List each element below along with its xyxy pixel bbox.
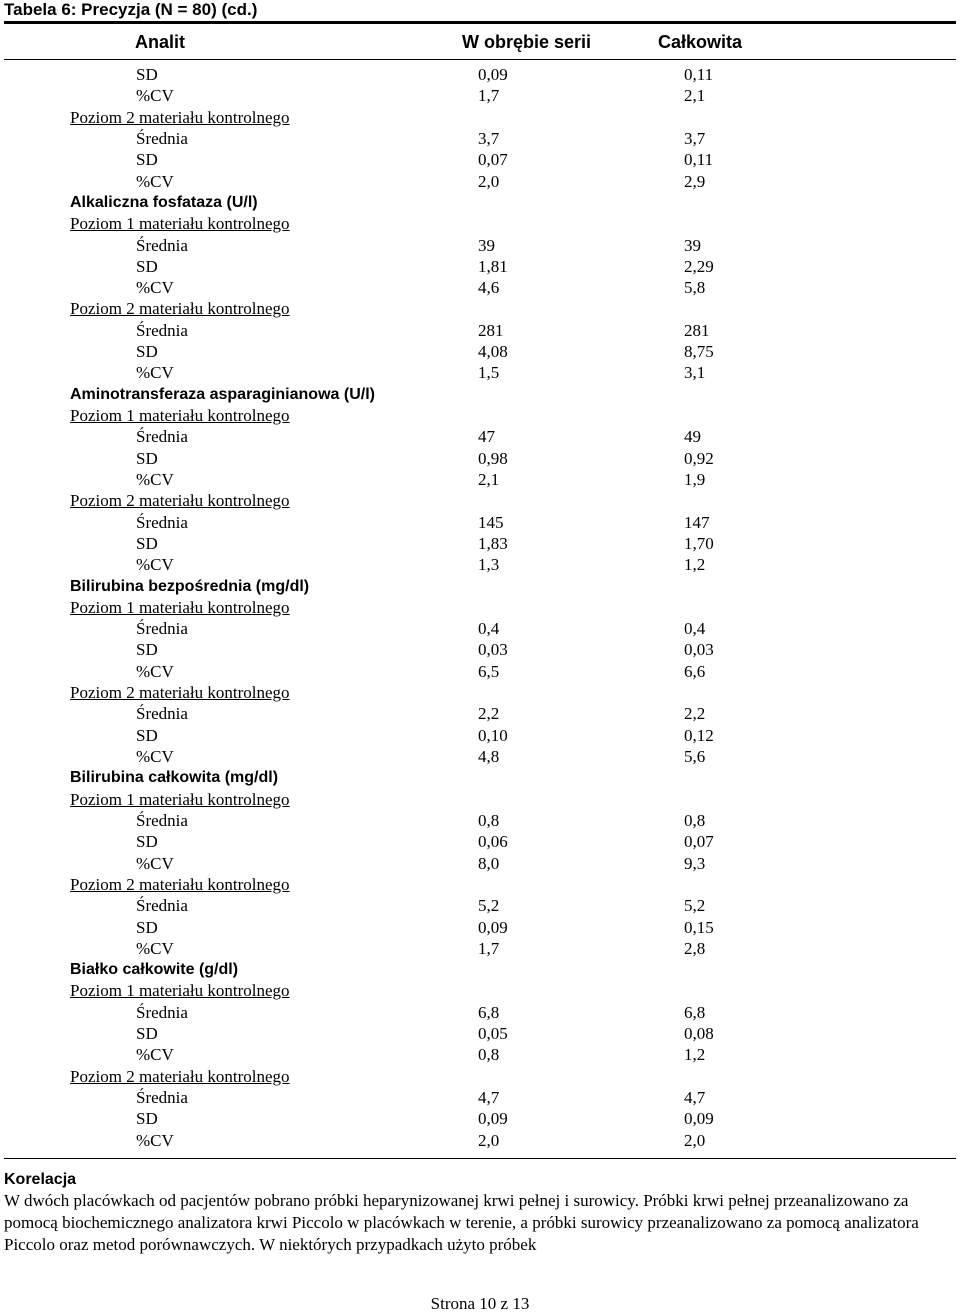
total-value: 2,8 (684, 938, 706, 958)
within-run-value: 145 (478, 512, 504, 532)
header-within-run: W obrębie serii (462, 32, 592, 52)
total-value: 5,6 (684, 747, 706, 766)
statistic-label: SD (136, 448, 158, 468)
total-value: 0,4 (684, 619, 706, 639)
table-row (0, 256, 960, 277)
total-value: 2,1 (684, 86, 706, 106)
statistic-label: SD (136, 917, 158, 937)
total-value: 6,8 (684, 1002, 706, 1022)
total-value: 1,9 (684, 469, 706, 489)
table-row (0, 235, 960, 256)
statistic-label: %CV (136, 661, 174, 681)
table-row (0, 213, 960, 234)
table-row (0, 959, 960, 980)
control-level-label: Poziom 1 materiału kontrolnego (70, 789, 290, 809)
precision-table-body (0, 64, 960, 1151)
within-run-value: 3,7 (478, 128, 500, 148)
total-value: 0,15 (684, 917, 714, 937)
table-row (0, 597, 960, 618)
table-row (0, 917, 960, 938)
total-value: 0,12 (684, 725, 714, 745)
table-row (0, 639, 960, 660)
control-level-label: Poziom 2 materiału kontrolnego (70, 874, 290, 894)
within-run-value: 0,98 (478, 448, 508, 468)
header-total: Całkowita (658, 32, 743, 52)
within-run-value: 8,0 (478, 853, 500, 873)
header-analyte: Analit (135, 32, 186, 52)
total-value: 0,07 (684, 832, 714, 852)
statistic-label: SD (136, 725, 158, 745)
within-run-value: 1,3 (478, 555, 500, 575)
within-run-value: 0,8 (478, 810, 500, 830)
table-row (0, 576, 960, 597)
within-run-value: 0,07 (478, 150, 508, 170)
within-run-value: 1,7 (478, 86, 500, 106)
total-value: 2,29 (684, 256, 714, 276)
statistic-label: %CV (136, 469, 174, 489)
within-run-value: 2,0 (478, 1130, 500, 1150)
total-value: 2,9 (684, 171, 706, 191)
control-level-label: Poziom 2 materiału kontrolnego (70, 107, 290, 127)
statistic-label: %CV (136, 853, 174, 873)
table-row (0, 618, 960, 639)
table-row (0, 405, 960, 426)
table-row (0, 853, 960, 874)
within-run-value: 281 (478, 320, 504, 340)
table-row (0, 512, 960, 533)
table-row (0, 362, 960, 383)
statistic-label: Średnia (136, 810, 188, 830)
table-row (0, 320, 960, 341)
within-run-value: 0,09 (478, 917, 508, 937)
statistic-label: Średnia (136, 427, 188, 447)
total-value: 6,6 (684, 661, 706, 681)
statistic-label: %CV (136, 1045, 174, 1065)
control-level-label: Poziom 2 materiału kontrolnego (70, 299, 290, 319)
table-row (0, 874, 960, 895)
table-row (0, 448, 960, 469)
total-value: 9,3 (684, 853, 706, 873)
total-value: 2,0 (684, 1130, 706, 1150)
statistic-label: SD (136, 640, 158, 660)
analyte-label: Alkaliczna fosfataza (U/l) (70, 193, 258, 211)
statistic-label: Średnia (136, 1002, 188, 1022)
within-run-value: 4,08 (478, 342, 508, 362)
total-value: 1,2 (684, 1045, 706, 1065)
table-row (0, 128, 960, 149)
table-caption: Tabela 6: Precyzja (N = 80) (cd.) (4, 0, 258, 19)
table-row (0, 725, 960, 746)
statistic-label: SD (136, 342, 158, 362)
statistic-label: Średnia (136, 704, 188, 724)
table-row (0, 1108, 960, 1129)
header-bottom-rule (4, 59, 956, 60)
within-run-value: 1,83 (478, 533, 508, 553)
total-value: 5,2 (684, 896, 706, 916)
control-level-label: Poziom 1 materiału kontrolnego (70, 597, 290, 617)
total-value: 49 (684, 427, 701, 447)
statistic-label: %CV (136, 938, 174, 958)
within-run-value: 4,6 (478, 278, 500, 298)
total-value: 5,8 (684, 278, 706, 298)
within-run-value: 39 (478, 235, 495, 255)
table-row (0, 703, 960, 724)
control-level-label: Poziom 1 materiału kontrolnego (70, 406, 290, 425)
table-top-rule (4, 21, 956, 24)
table-row (0, 895, 960, 916)
table-row (0, 831, 960, 852)
section-paragraph: W dwóch placówkach od pacjentów pobrano próbki heparynizowanej krwi pełnej i surowicy. Próbki krwi pełnej przeanalizowano za pomocą biochemicznego analizatora krwi Piccolo w placówkach w terenie, a próbki surowicy przeanalizowano za pomocą analizatora Piccolo oraz metod porównawczych. W niektórych przypadkach użyto próbek (4, 1191, 919, 1254)
within-run-value: 6,5 (478, 661, 500, 681)
statistic-label: Średnia (136, 1088, 188, 1107)
total-value: 0,09 (684, 1109, 714, 1129)
statistic-label: %CV (136, 747, 174, 766)
total-value: 0,08 (684, 1024, 714, 1044)
total-value: 1,2 (684, 555, 706, 575)
statistic-label: SD (136, 256, 158, 276)
statistic-label: SD (136, 150, 158, 170)
control-level-label: Poziom 1 materiału kontrolnego (70, 981, 290, 1001)
table-row (0, 384, 960, 405)
within-run-value: 0,05 (478, 1024, 508, 1044)
within-run-value: 0,03 (478, 640, 508, 660)
within-run-value: 0,8 (478, 1045, 500, 1065)
statistic-label: %CV (136, 278, 174, 298)
total-value: 1,70 (684, 533, 714, 553)
within-run-value: 6,8 (478, 1002, 500, 1022)
table-row (0, 341, 960, 362)
table-row (0, 746, 960, 767)
table-row (0, 85, 960, 106)
table-row (0, 789, 960, 810)
table-row (0, 1066, 960, 1087)
table-row (0, 298, 960, 319)
within-run-value: 1,7 (478, 938, 500, 958)
analyte-label: Bilirubina bezpośrednia (mg/dl) (70, 577, 310, 595)
table-row (0, 767, 960, 788)
total-value: 0,8 (684, 810, 706, 830)
statistic-label: %CV (136, 1130, 174, 1150)
control-level-label: Poziom 1 materiału kontrolnego (70, 214, 290, 234)
total-value: 0,11 (684, 65, 714, 84)
within-run-value: 1,5 (478, 363, 500, 383)
within-run-value: 2,1 (478, 469, 500, 489)
total-value: 147 (684, 512, 710, 532)
table-row (0, 64, 960, 85)
table-row (0, 682, 960, 703)
statistic-label: %CV (136, 171, 174, 191)
table-row (0, 426, 960, 447)
analyte-label: Białko całkowite (g/dl) (70, 961, 239, 979)
page-footer: Strona 10 z 13 (430, 1294, 530, 1313)
total-value: 8,75 (684, 342, 714, 362)
within-run-value: 1,81 (478, 256, 508, 276)
statistic-label: %CV (136, 555, 174, 575)
table-row (0, 171, 960, 192)
statistic-label: Średnia (136, 512, 188, 532)
table-row (0, 554, 960, 575)
table-row (0, 533, 960, 554)
table-row (0, 1002, 960, 1023)
total-value: 0,03 (684, 640, 714, 660)
total-value: 3,7 (684, 128, 706, 148)
within-run-value: 0,09 (478, 1109, 508, 1129)
analyte-label: Bilirubina całkowita (mg/dl) (70, 769, 279, 787)
statistic-label: %CV (136, 363, 174, 383)
statistic-label: SD (136, 65, 158, 84)
within-run-value: 0,4 (478, 619, 500, 639)
total-value: 2,2 (684, 704, 706, 724)
table-row (0, 277, 960, 298)
control-level-label: Poziom 2 materiału kontrolnego (70, 683, 290, 703)
statistic-label: %CV (136, 86, 174, 106)
statistic-label: Średnia (136, 235, 188, 255)
table-row (0, 149, 960, 170)
table-row (0, 192, 960, 213)
statistic-label: Średnia (136, 320, 188, 340)
within-run-value: 4,8 (478, 747, 500, 766)
total-value: 4,7 (684, 1088, 706, 1107)
within-run-value: 47 (478, 427, 495, 447)
within-run-value: 2,2 (478, 704, 500, 724)
table-row (0, 980, 960, 1001)
table-row (0, 1023, 960, 1044)
statistic-label: SD (136, 1109, 158, 1129)
table-bottom-rule (4, 1158, 956, 1159)
within-run-value: 0,06 (478, 832, 508, 852)
table-row (0, 810, 960, 831)
table-row (0, 1044, 960, 1065)
section-title: Korelacja (4, 1171, 77, 1188)
control-level-label: Poziom 2 materiału kontrolnego (70, 1066, 290, 1086)
statistic-label: Średnia (136, 619, 188, 639)
table-row (0, 490, 960, 511)
control-level-label: Poziom 2 materiału kontrolnego (70, 491, 290, 511)
statistic-label: Średnia (136, 128, 188, 148)
table-row (0, 938, 960, 959)
total-value: 281 (684, 320, 710, 340)
within-run-value: 5,2 (478, 896, 500, 916)
statistic-label: SD (136, 832, 158, 852)
within-run-value: 0,10 (478, 725, 508, 745)
within-run-value: 4,7 (478, 1088, 500, 1107)
total-value: 0,11 (684, 150, 714, 170)
statistic-label: SD (136, 1024, 158, 1044)
table-row (0, 107, 960, 128)
table-row (0, 1130, 960, 1151)
table-row (0, 1087, 960, 1108)
statistic-label: Średnia (136, 896, 188, 916)
table-row (0, 661, 960, 682)
within-run-value: 0,09 (478, 65, 508, 84)
analyte-label: Aminotransferaza asparaginianowa (U/l) (70, 385, 375, 403)
table-row (0, 469, 960, 490)
statistic-label: SD (136, 533, 158, 553)
within-run-value: 2,0 (478, 171, 500, 191)
total-value: 3,1 (684, 363, 706, 383)
total-value: 0,92 (684, 448, 714, 468)
total-value: 39 (684, 235, 701, 255)
